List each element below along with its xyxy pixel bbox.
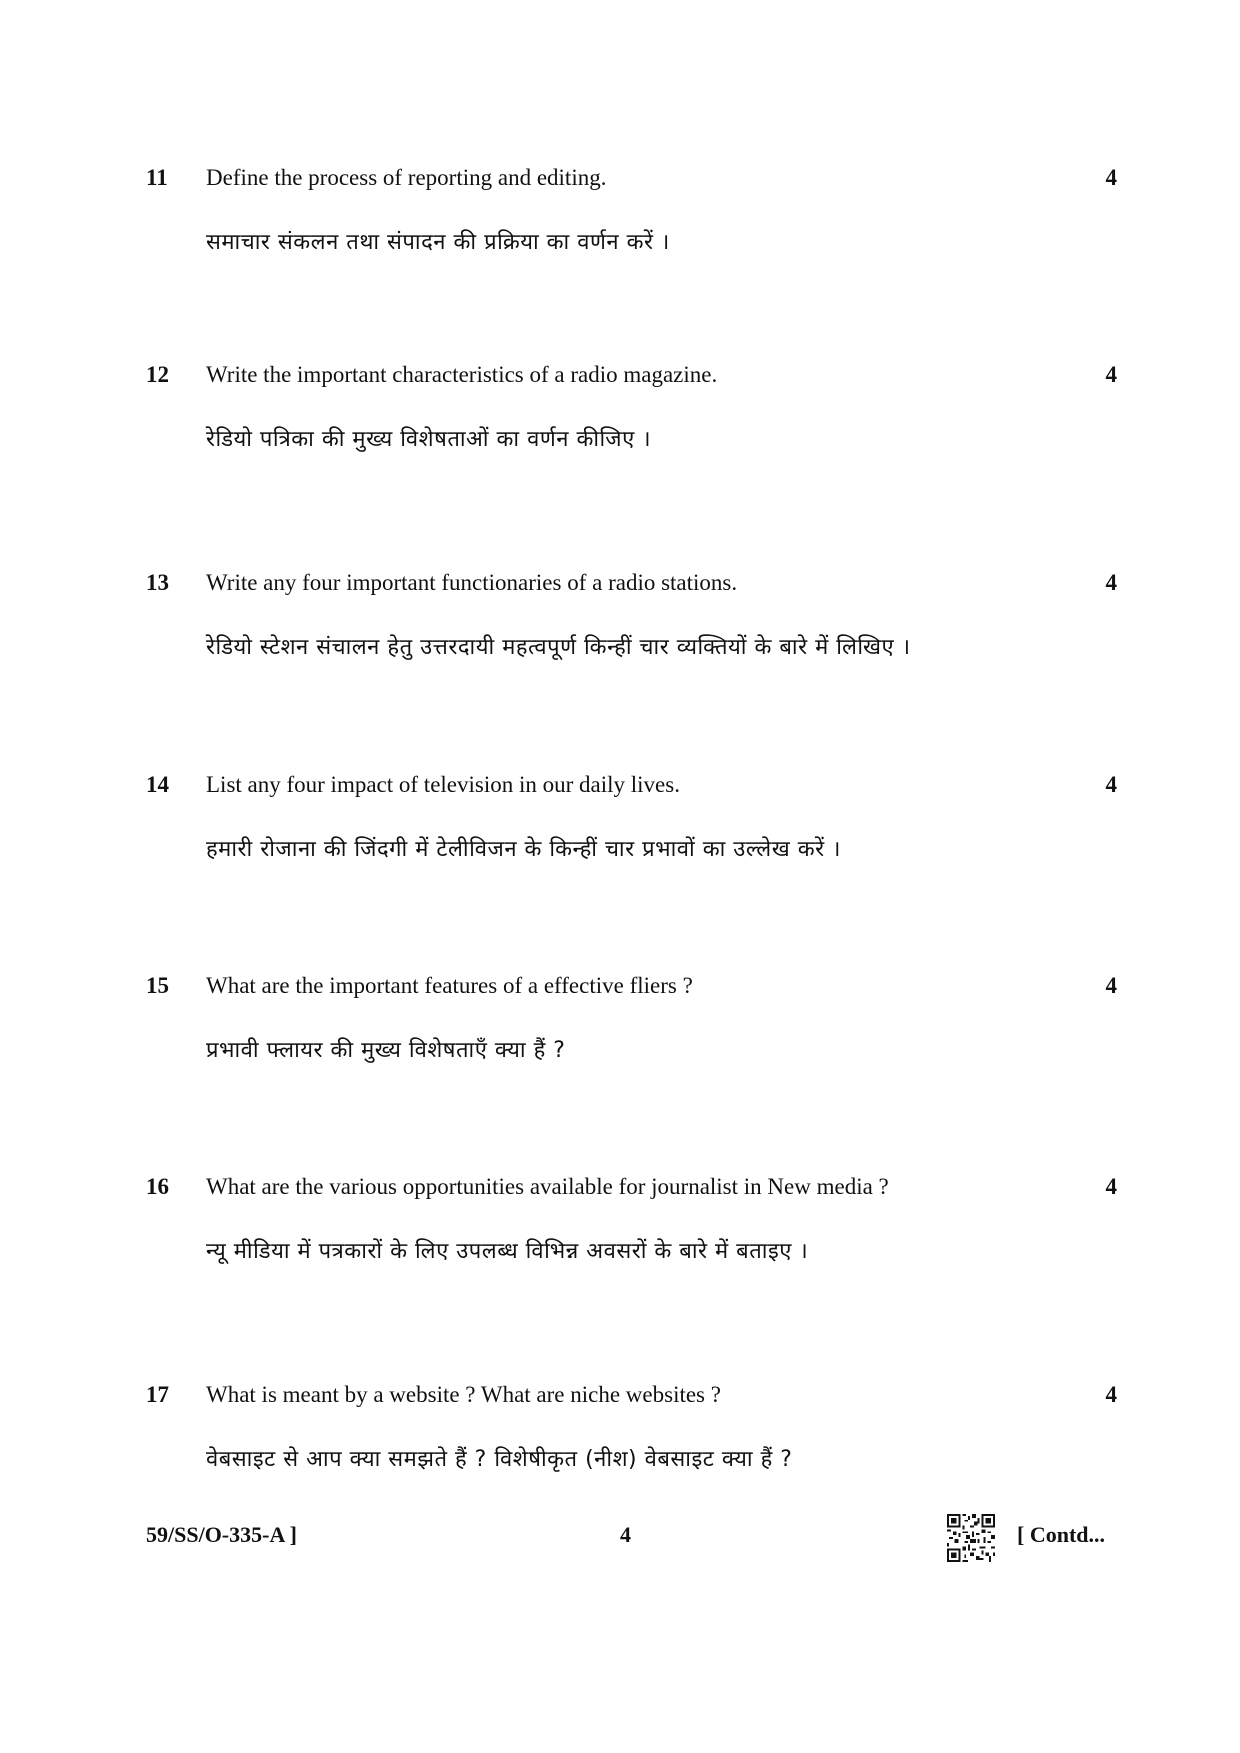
page-footer [0, 1520, 1240, 1560]
question-text-hindi: न्यू मीडिया में पत्रकारों के लिए उपलब्ध विभिन्न अवसरों के बारे में बताइए । [206, 1239, 809, 1264]
question-marks: 4 [1105, 570, 1117, 595]
paper-code: 59/SS/O-335-A ] [146, 1522, 297, 1547]
question-text-hindi: समाचार संकलन तथा संपादन की प्रक्रिया का वर्णन करें । [206, 230, 670, 255]
question-marks: 4 [1105, 1382, 1117, 1407]
question-text-hindi: रेडियो पत्रिका की मुख्य विशेषताओं का वर्णन कीजिए । [206, 427, 652, 452]
question-number: 16 [146, 1174, 169, 1199]
page-number: 4 [620, 1522, 631, 1547]
continued-label: [ Contd... [1017, 1522, 1106, 1547]
question-text-english: What are the various opportunities available for journalist in New media ? [206, 1174, 889, 1199]
question-14 [0, 770, 1240, 890]
question-12 [0, 360, 1240, 480]
question-text-hindi: प्रभावी फ्लायर की मुख्य विशेषताएँ क्या हैं ? [206, 1038, 566, 1063]
question-text-english: List any four impact of television in our daily lives. [206, 772, 680, 797]
question-text-hindi: हमारी रोजाना की जिंदगी में टेलीविजन के किन्हीं चार प्रभावों का उल्लेख करें । [206, 837, 841, 862]
question-text-english: Define the process of reporting and editing. [206, 165, 607, 190]
question-marks: 4 [1105, 973, 1117, 998]
question-number: 12 [146, 362, 169, 387]
question-11 [0, 163, 1240, 283]
question-text-english: What are the important features of a effective fliers ? [206, 973, 693, 998]
question-number: 14 [146, 772, 169, 797]
question-16 [0, 1172, 1240, 1292]
qr-code-icon [947, 1514, 995, 1562]
question-text-hindi: वेबसाइट से आप क्या समझते हैं ? विशेषीकृत (नीश) वेबसाइट क्या हैं ? [206, 1447, 793, 1472]
question-marks: 4 [1105, 362, 1117, 387]
question-number: 11 [146, 165, 168, 190]
question-number: 17 [146, 1382, 169, 1407]
question-marks: 4 [1105, 772, 1117, 797]
question-text-hindi: रेडियो स्टेशन संचालन हेतु उत्तरदायी महत्वपूर्ण किन्हीं चार व्यक्तियों के बारे में लिखिए । [206, 635, 911, 660]
question-text-english: Write the important characteristics of a radio magazine. [206, 362, 718, 387]
question-15 [0, 971, 1240, 1091]
question-text-english: Write any four important functionaries of a radio stations. [206, 570, 738, 595]
question-marks: 4 [1105, 1174, 1117, 1199]
question-17 [0, 1380, 1240, 1500]
question-number: 15 [146, 973, 169, 998]
question-13 [0, 568, 1240, 688]
question-number: 13 [146, 570, 169, 595]
question-text-english: What is meant by a website ? What are niche websites ? [206, 1382, 721, 1407]
question-marks: 4 [1105, 165, 1117, 190]
